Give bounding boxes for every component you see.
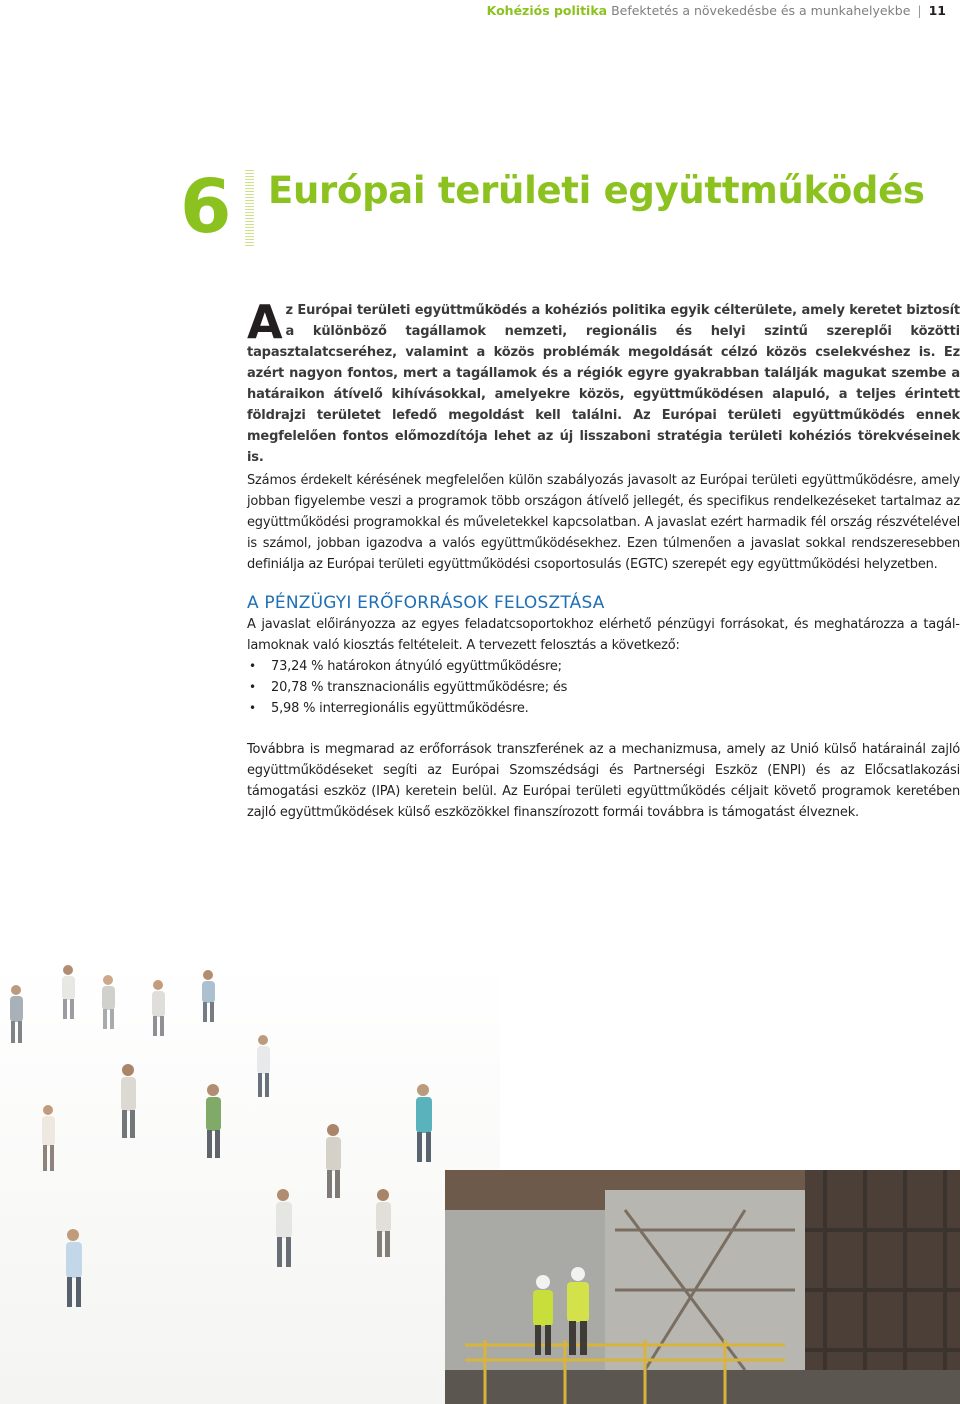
chapter-divider [245, 170, 254, 248]
chapter-number: 6 [180, 164, 230, 250]
list-item: • 73,24 % határokon átnyúló együttműködésre; [247, 656, 947, 677]
drop-cap: A [247, 295, 283, 349]
list-item: • 5,98 % interregionális együttműködésre. [247, 698, 947, 719]
header-subtitle: Befektetés a növekedésbe és a munkahelyekbe [611, 3, 911, 18]
page-number: 11 [928, 3, 946, 18]
list-item: • 20,78 % transznacionális együttműködésre; és [247, 677, 947, 698]
section-intro: A javaslat előirányozza az egyes feladatcsoportokhoz elérhető pénzügyi forrásokat, és meghatározza a tagállamoknak való kiosztás feltételeit. A tervezett felosztás a következő: [247, 617, 960, 653]
construction-workers-photo [445, 1170, 960, 1404]
running-header [487, 2, 946, 20]
header-separator: | [917, 3, 922, 18]
section-heading: A PÉNZÜGYI ERŐFORRÁSOK FELOSZTÁSA [247, 593, 605, 613]
header-section-title: Kohéziós politika [486, 3, 608, 18]
lead-text: z Európai területi együttműködés a kohéziós politika egyik célterülete, amely keretet biztosít a különböző tagállamok nemzeti, regionális és helyi szintű szereplői közötti tapasztalatcseréhez, valamint a közös problémák megoldását célzó közös cselekvéshez is. Ez azért nagyon fontos, mert a tagállamok és a régiók egyre gyakrabban találják magukat szembe a határaikon átívelő kihívásokkal, amelyekre közös, együttműködésen alapuló, a teljes érintett földrajzi területet lefedő megoldást kell találni. Az Európai területi együttműködés ennek megfelelően fontos előmozdítója lehet az új lisszaboni stratégia területi kohéziós törekvéseinek is. [247, 303, 960, 465]
allocation-list [247, 656, 947, 719]
crowd-walking-photo [0, 960, 500, 1404]
chapter-title: Európai területi együttműködés [268, 169, 925, 212]
body-paragraph-closing: Továbbra is megmarad az erőforrások transzferének az a mechanizmusa, amely az Unió külső határainál zajló együttműködéseket segíti az Európai Szomszédsági és Partnerségi Eszköz (ENPI) és az Előcsatlakozási támogatási eszköz (IPA) keretein belül. Az Európai területi együttműködés céljait követő programok keretében zajló együttműködések külső eszközökkel finanszírozott formái továbbra is támogatást élveznek. [247, 742, 960, 820]
lead-paragraph [247, 295, 960, 468]
body-paragraph-1: Számos érdekelt kérésének megfelelően külön szabályozás javasolt az Európai területi együttműködésre, amely jobban figyelembe veszi a programok több országon átívelő jellegét, és specifikus rendelkezéseket tartalmaz az együttműködési programokkal és műveletekkel kapcsolatban. A javaslat ezért harmadik fél ország részvételével is számol, jobban igazodva a valós együttműködésekhez. Ezen túlmenően a javaslat sokkal rendszeresebben definiálja az Európai területi együttműködési csoportosulás (EGTC) szerepét egy együttműködési helyzetben. [247, 473, 960, 572]
